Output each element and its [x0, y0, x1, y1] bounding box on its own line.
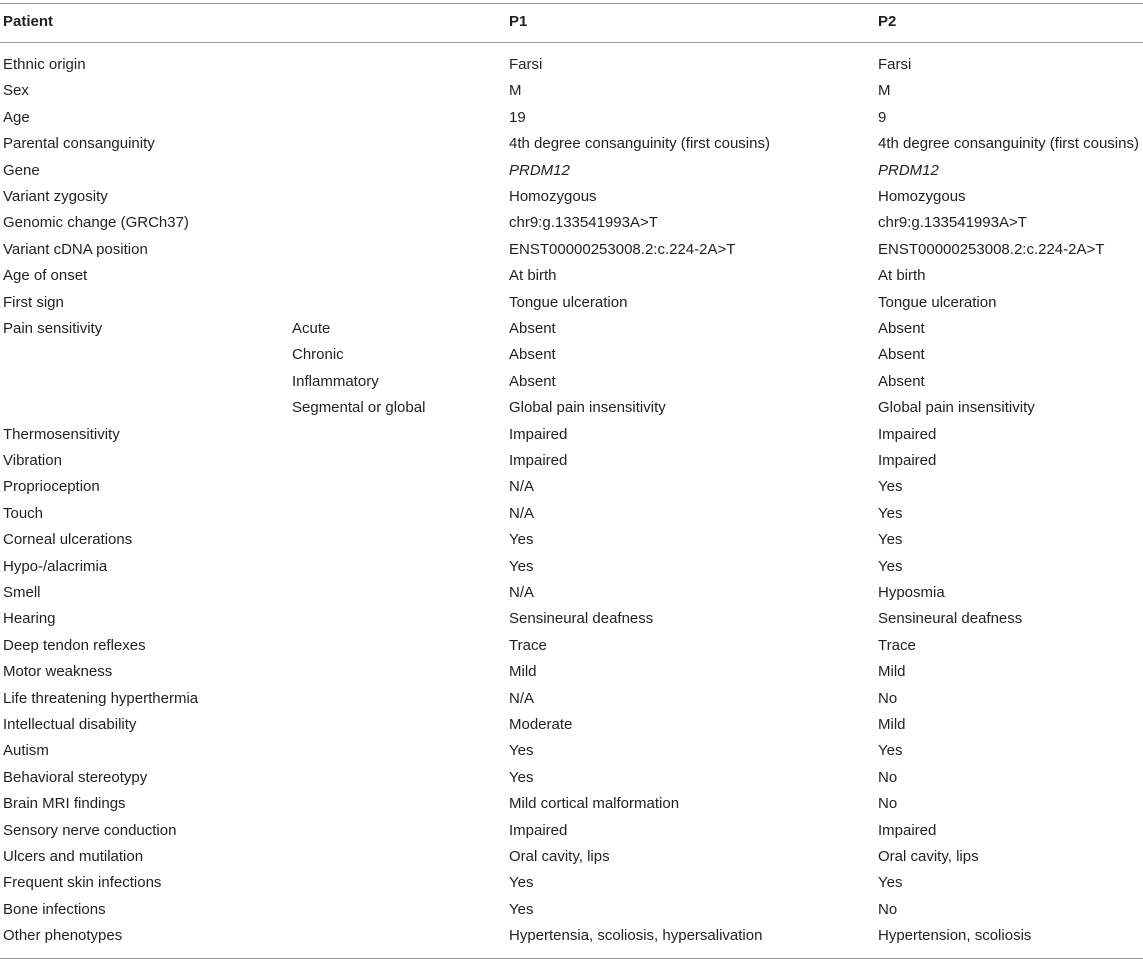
cell-p2: Mild [878, 716, 906, 733]
cell-p2: M [878, 82, 891, 100]
table-row [0, 133, 1143, 159]
row-label: Ethnic origin [3, 56, 86, 73]
cell-p1: 4th degree consanguinity (first cousins) [509, 135, 770, 153]
cell-p1: Moderate [509, 716, 573, 733]
cell-p1: Global pain insensitivity [509, 399, 666, 417]
cell-p2: Hypertension, scoliosis [878, 927, 1032, 945]
table-row [0, 371, 1143, 397]
row-label: Touch [3, 504, 44, 522]
row-label: Behavioral stereotypy [3, 768, 148, 786]
table-row [0, 503, 1143, 529]
cell-p1: Sensineural deafness [509, 610, 654, 628]
cell-p2: PRDM12 [878, 161, 939, 179]
cell-p1: Yes [509, 742, 534, 760]
cell-p2: Sensineural deafness [878, 610, 1023, 628]
cell-p1: Impaired [509, 821, 568, 839]
row-label: Bone infections [3, 900, 106, 918]
cell-p2: Yes [878, 531, 903, 549]
row-sublabel: Inflammatory [292, 372, 379, 390]
row-label: Thermosensitivity [3, 425, 120, 443]
table-row [0, 714, 1143, 740]
cell-p2: Impaired [878, 452, 937, 469]
row-label: Age [3, 108, 30, 126]
cell-p1: M [509, 82, 522, 100]
cell-p1: Homozygous [509, 188, 597, 205]
header-p2: P2 [878, 13, 897, 30]
cell-p2: Absent [878, 346, 925, 364]
cell-p2: Impaired [878, 821, 937, 839]
row-sublabel: Acute [292, 320, 331, 337]
cell-p2: No [878, 900, 898, 918]
cell-p1: Oral cavity, lips [509, 848, 610, 865]
cell-p1: Hypertensia, scoliosis, hypersalivation [509, 927, 763, 945]
cell-p2: chr9:g.133541993A>T [878, 214, 1027, 232]
row-label: Ulcers and mutilation [3, 848, 144, 865]
table-row [0, 793, 1143, 819]
cell-p1: Mild [509, 663, 537, 681]
cell-p1: Absent [509, 346, 556, 364]
row-label: Life threatening hyperthermia [3, 689, 199, 707]
cell-p1: Yes [509, 531, 534, 549]
table-row [0, 450, 1143, 476]
row-label: Parental consanguinity [3, 135, 155, 153]
table-row [0, 424, 1143, 450]
row-label: Corneal ulcerations [3, 531, 133, 549]
cell-p1: Yes [509, 768, 534, 786]
cell-p2: At birth [878, 267, 926, 285]
table-row [0, 635, 1143, 661]
table-row [0, 80, 1143, 106]
table-row [0, 239, 1143, 265]
cell-p1: Yes [509, 874, 534, 892]
row-label: Frequent skin infections [3, 874, 162, 892]
cell-p2: Yes [878, 504, 903, 522]
row-sublabel: Chronic [292, 346, 344, 364]
row-label: Age of onset [3, 267, 88, 285]
cell-p2: Hyposmia [878, 584, 945, 601]
cell-p1: Tongue ulceration [509, 293, 628, 311]
cell-p1: Impaired [509, 425, 568, 443]
cell-p1: chr9:g.133541993A>T [509, 214, 658, 232]
row-label: Genomic change (GRCh37) [3, 214, 189, 232]
row-label: First sign [3, 293, 64, 311]
cell-p2: No [878, 768, 898, 786]
cell-p2: Homozygous [878, 188, 966, 205]
cell-p2: Farsi [878, 56, 912, 73]
table-top-rule [0, 3, 1143, 4]
table-row [0, 899, 1143, 925]
table-header-rule [0, 42, 1143, 43]
row-sublabel: Segmental or global [292, 399, 426, 417]
table-row [0, 160, 1143, 186]
cell-p1: N/A [509, 584, 535, 601]
table-row [0, 344, 1143, 370]
cell-p1: 19 [509, 108, 526, 126]
cell-p2: Mild [878, 663, 906, 681]
table-row [0, 740, 1143, 766]
cell-p1: Absent [509, 320, 556, 337]
table-row [0, 582, 1143, 608]
table-row [0, 925, 1143, 951]
cell-p2: Absent [878, 320, 925, 337]
row-label: Motor weakness [3, 663, 113, 681]
cell-p1: N/A [509, 504, 535, 522]
cell-p2: Impaired [878, 425, 937, 443]
row-label: Deep tendon reflexes [3, 636, 146, 654]
cell-p1: Impaired [509, 452, 568, 469]
cell-p1: Yes [509, 557, 534, 575]
table-row [0, 397, 1143, 423]
row-label: Sensory nerve conduction [3, 821, 177, 839]
cell-p1: At birth [509, 267, 557, 285]
cell-p2: 9 [878, 108, 887, 126]
cell-p1: PRDM12 [509, 161, 570, 179]
table-row [0, 767, 1143, 793]
table-row [0, 265, 1143, 291]
cell-p2: Global pain insensitivity [878, 399, 1035, 417]
row-label: Variant zygosity [3, 188, 108, 205]
row-label: Other phenotypes [3, 927, 123, 945]
row-label: Hypo-/alacrimia [3, 557, 108, 575]
cell-p2: Yes [878, 478, 903, 496]
row-label: Vibration [3, 452, 62, 469]
table-row [0, 556, 1143, 582]
table-bottom-rule [0, 958, 1143, 959]
table-row [0, 186, 1143, 212]
table-row [0, 872, 1143, 898]
row-label: Proprioception [3, 478, 100, 496]
table-row [0, 212, 1143, 238]
cell-p1: Trace [509, 636, 547, 654]
cell-p1: N/A [509, 478, 535, 496]
cell-p1: Farsi [509, 56, 543, 73]
cell-p2: Yes [878, 874, 903, 892]
cell-p2: Oral cavity, lips [878, 848, 979, 865]
row-label: Brain MRI findings [3, 795, 126, 813]
cell-p1: ENST00000253008.2:c.224-2A>T [509, 240, 736, 258]
table-row [0, 318, 1143, 344]
table-row [0, 661, 1143, 687]
cell-p1: Mild cortical malformation [509, 795, 680, 813]
cell-p2: ENST00000253008.2:c.224-2A>T [878, 240, 1105, 258]
cell-p2: No [878, 795, 898, 813]
table-row [0, 688, 1143, 714]
cell-p1: N/A [509, 689, 535, 707]
cell-p1: Absent [509, 372, 556, 390]
table-row [0, 608, 1143, 634]
cell-p2: Yes [878, 742, 903, 760]
row-label: Sex [3, 82, 29, 100]
header-patient: Patient [3, 13, 54, 30]
cell-p1: Yes [509, 900, 534, 918]
row-label: Autism [3, 742, 49, 760]
cell-p2: Tongue ulceration [878, 293, 997, 311]
cell-p2: No [878, 689, 898, 707]
cell-p2: 4th degree consanguinity (first cousins) [878, 135, 1139, 153]
table-row [0, 846, 1143, 872]
row-label: Intellectual disability [3, 716, 137, 733]
cell-p2: Yes [878, 557, 903, 575]
row-label: Hearing [3, 610, 56, 628]
table-row [0, 54, 1143, 80]
row-label: Smell [3, 584, 41, 601]
header-p1: P1 [509, 13, 528, 30]
cell-p2: Trace [878, 636, 916, 654]
table-row [0, 107, 1143, 133]
table-row [0, 476, 1143, 502]
row-label: Variant cDNA position [3, 240, 148, 258]
row-label: Gene [3, 161, 40, 179]
table-row [0, 529, 1143, 555]
row-label: Pain sensitivity [3, 320, 103, 337]
cell-p2: Absent [878, 372, 925, 390]
table-row [0, 292, 1143, 318]
table-row [0, 820, 1143, 846]
